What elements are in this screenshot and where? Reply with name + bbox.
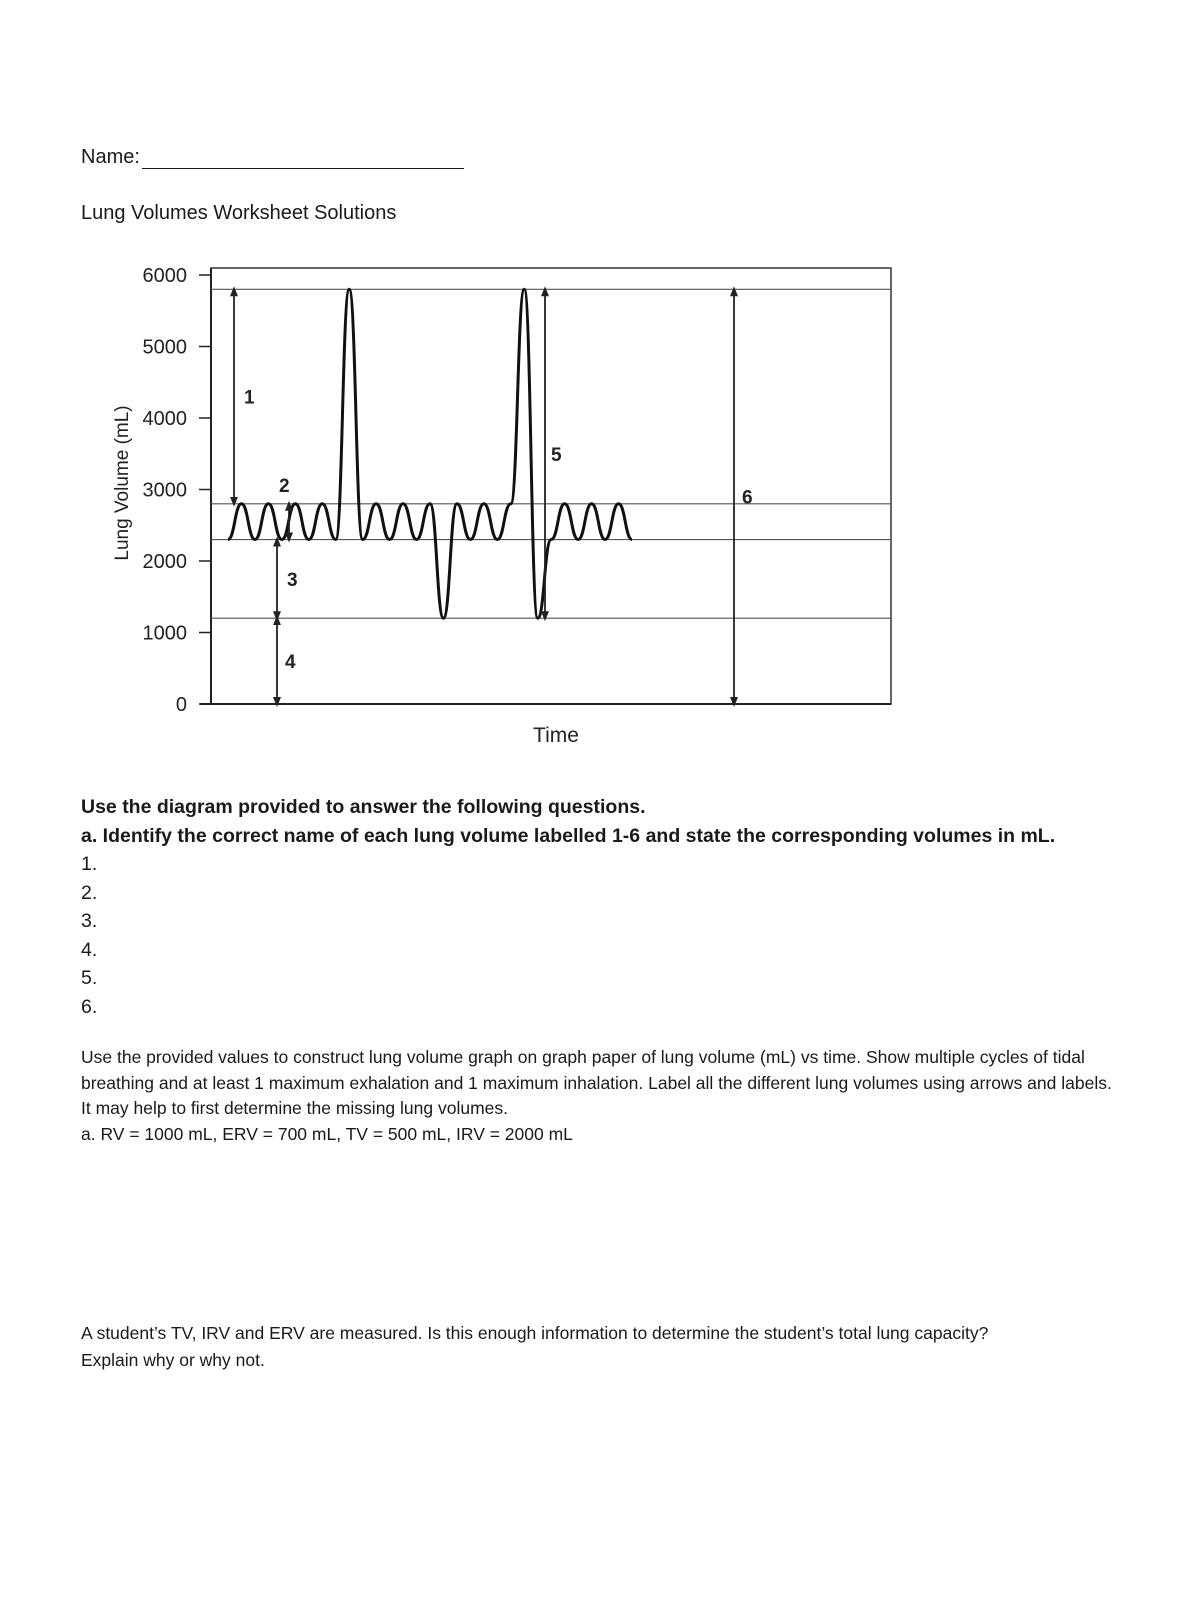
lung-volume-chart [0, 0, 1200, 760]
name-label: Name: [81, 146, 140, 168]
volume-label-2: 2 [279, 475, 290, 497]
y-tick-label: 6000 [142, 265, 187, 287]
question-3-line-1: A student’s TV, IRV and ERV are measured. Is this enough information to determine the student’s total lung capacity? [81, 1323, 989, 1343]
worksheet-title: Lung Volumes Worksheet Solutions [81, 202, 397, 224]
question-2 [81, 1045, 1121, 1147]
y-tick-label: 1000 [142, 622, 187, 645]
answer-line-5[interactable]: 5. [81, 967, 98, 989]
question-2-text: Use the provided values to construct lung volume graph on graph paper of lung volume (mL) vs time. Show multiple cycles of tidal breathing and at least 1 maximum exhalation and 1 maximum inhalation. Label all the different lung volumes using arrows and labels. It may help to first determine the missing lung volumes. [81, 1047, 1112, 1118]
volume-arrows [234, 291, 753, 702]
question-2-values: a. RV = 1000 mL, ERV = 700 mL, TV = 500 mL, IRV = 2000 mL [81, 1123, 573, 1144]
volume-label-4: 4 [285, 652, 296, 674]
question-1-intro: Use the diagram provided to answer the following questions. [81, 796, 646, 818]
y-tick-label: 0 [175, 694, 187, 716]
question-1-prompt: a. Identify the correct name of each lung volume labelled 1-6 and state the corresponding volumes in mL. [81, 824, 1056, 847]
y-axis-ticks [143, 265, 212, 716]
answer-line-2[interactable]: 2. [81, 881, 98, 904]
y-tick-label: 3000 [142, 479, 187, 502]
answer-line-4[interactable]: 4. [81, 938, 98, 961]
volume-label-3: 3 [287, 569, 298, 591]
y-tick-label: 5000 [142, 336, 187, 359]
answer-line-1[interactable]: 1. [81, 853, 98, 875]
answer-line-6[interactable]: 6. [81, 995, 98, 1018]
volume-trace [228, 289, 632, 618]
volume-label-6: 6 [742, 487, 753, 509]
question-3-line-2: Explain why or why not. [81, 1350, 265, 1370]
y-tick-label: 4000 [142, 408, 187, 430]
y-axis-label: Lung Volume (mL) [112, 405, 133, 561]
volume-label-1: 1 [244, 387, 255, 409]
question-1 [81, 793, 1055, 1021]
plot-frame [211, 268, 891, 704]
y-tick-label: 2000 [142, 551, 187, 573]
question-3 [81, 1320, 1141, 1374]
answer-line-3[interactable]: 3. [81, 910, 98, 932]
x-axis-label: Time [533, 724, 579, 747]
volume-label-5: 5 [551, 444, 562, 466]
